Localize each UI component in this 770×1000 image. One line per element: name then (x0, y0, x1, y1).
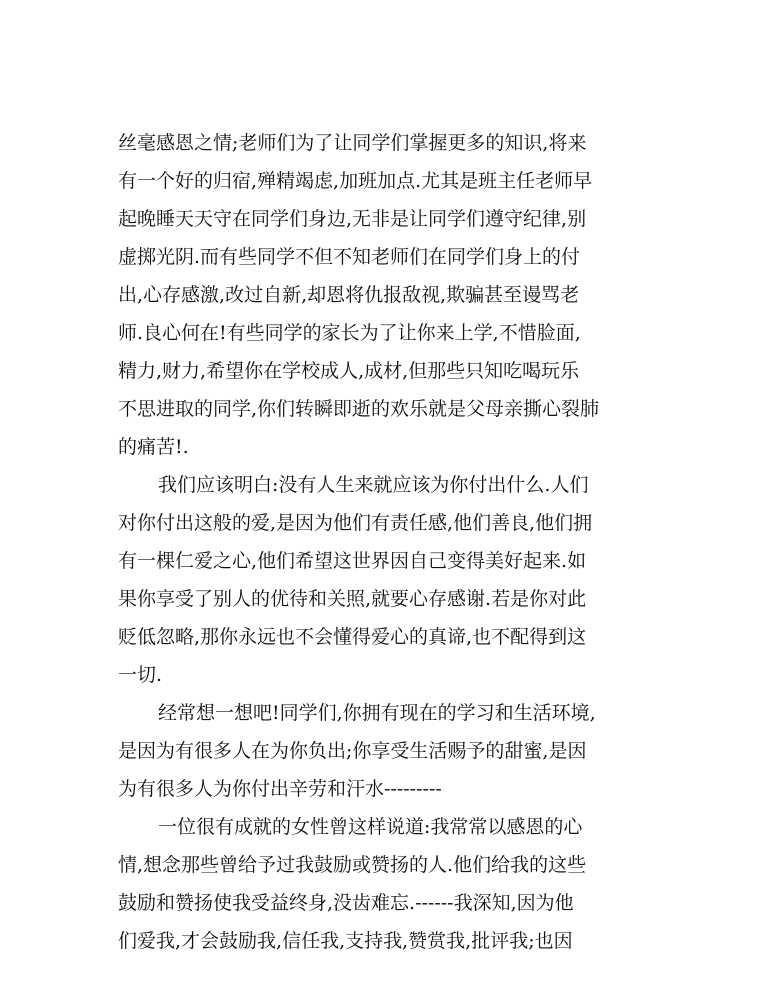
text-line: 的痛苦!. (118, 436, 189, 458)
text-line: 一切. (118, 664, 163, 686)
essay-body (118, 124, 648, 960)
text-line: 师.良心何在!有些同学的家长为了让你来上学,不惜脸面, (118, 322, 581, 344)
text-line: 对你付出这般的爱,是因为他们有责任感,他们善良,他们拥 (118, 512, 593, 534)
text-line: 们爱我,才会鼓励我,信任我,支持我,赞赏我,批评我;也因 (118, 930, 573, 952)
text-line: 为有很多人为你付出辛劳和汗水--------- (118, 778, 442, 800)
text-line: 虚掷光阴.而有些同学不但不知老师们在同学们身上的付 (118, 246, 581, 268)
paragraph-start-line: 经常想一想吧!同学们,你拥有现在的学习和生活环境, (158, 702, 596, 724)
paragraph-start-line: 我们应该明白:没有人生来就应该为你付出什么.人们 (158, 474, 589, 496)
text-line: 精力,财力,希望你在学校成人,成材,但那些只知吃喝玩乐 (118, 360, 580, 382)
text-line: 有一棵仁爱之心,他们希望这世界因自己变得美好起来.如 (118, 550, 587, 572)
text-line: 不思进取的同学,你们转瞬即逝的欢乐就是父母亲撕心裂肺 (118, 398, 600, 420)
paragraph-start-line: 一位很有成就的女性曾这样说道:我常常以感恩的心 (158, 816, 583, 838)
text-line: 起晚睡天天守在同学们身边,无非是让同学们遵守纪律,别 (118, 208, 587, 230)
text-line: 出,心存感激,改过自新,却恩将仇报敌视,欺骗甚至谩骂老 (118, 284, 580, 306)
text-line: 情,想念那些曾给予过我鼓励或赞扬的人.他们给我的这些 (118, 854, 587, 876)
text-line: 丝毫感恩之情;老师们为了让同学们掌握更多的知识,将来 (118, 132, 587, 154)
text-line: 是因为有很多人在为你负出;你享受生活赐予的甜蜜,是因 (118, 740, 587, 762)
text-line: 鼓励和赞扬使我受益终身,没齿难忘.------我深知,因为他 (118, 892, 574, 914)
text-line: 果你享受了别人的优待和关照,就要心存感谢.若是你对此 (118, 588, 587, 610)
text-line: 贬低忽略,那你永远也不会懂得爱心的真谛,也不配得到这 (118, 626, 587, 648)
text-line: 有一个好的归宿,殚精竭虑,加班加点.尤其是班主任老师早 (118, 170, 593, 192)
